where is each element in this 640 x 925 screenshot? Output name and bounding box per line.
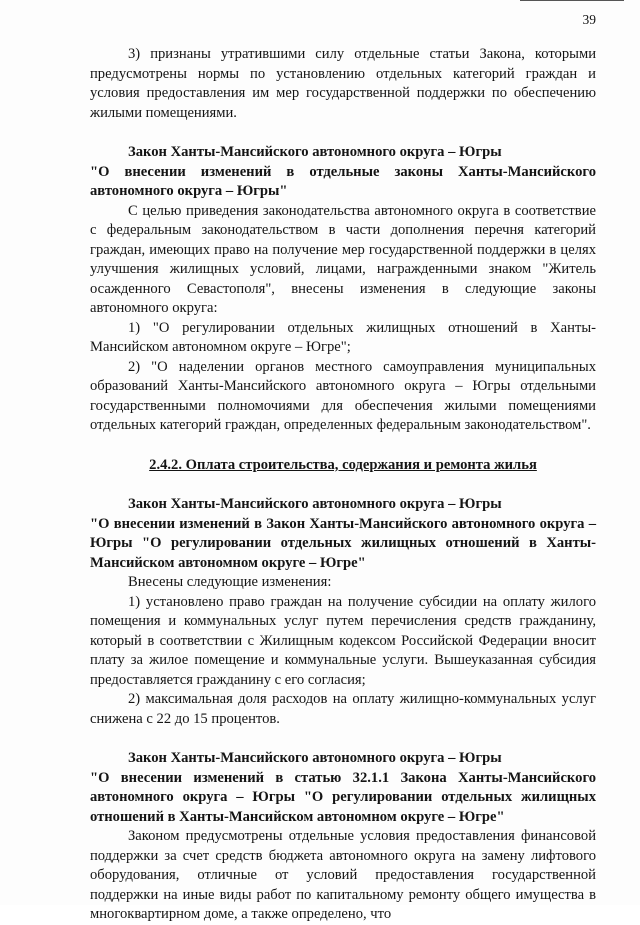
law1-paragraph: С целью приведения законодательства автономного округа в соответствие с федеральным законодательством в части дополнения перечня категорий граждан, имеющих право на получение мер государственной поддержки в целях улучшения жилищных условий, лицами, награжденными знаком "Житель осажденного Севастополя", внесены изменения в следующие законы автономного округа: [90,202,596,316]
law2-heading [90,495,596,573]
law1-heading-rest: "О внесении изменений в отдельные законы Ханты-Мансийского автономного округа – Югры" [90,163,596,199]
law3-heading-line1: Закон Ханты-Мансийского автономного округа – Югры [128,750,502,766]
law2-item-2: 2) максимальная доля расходов на оплату жилищно-коммунальных услуг снижена с 22 до 15 процентов. [90,691,596,727]
law1-item-2: 2) "О наделении органов местного самоуправления муниципальных образований Ханты-Мансийского автономного округа – Югры отдельными государственными полномочиями для обеспечения жилыми помещениями отдельных категорий граждан, определенных федеральным законодательством". [90,358,596,433]
law2-heading-rest: "О внесении изменений в Закон Ханты-Мансийского автономного округа – Югры "О регулировании отдельных жилищных отношений в Ханты-Мансийском автономном округе – Югре" [90,515,596,571]
law2-intro: Внесены следующие изменения: [128,574,332,590]
law3-heading [90,749,596,827]
law2-heading-line1: Закон Ханты-Мансийского автономного округа – Югры [128,496,502,512]
paragraph-intro-item-3: 3) признаны утратившими силу отдельные статьи Закона, которыми предусмотрены нормы по установлению отдельных категорий граждан и условия предоставления им мер государственной поддержки по обеспечению жилыми помещениями. [90,46,596,121]
law2-item-1: 1) установлено право граждан на получение субсидии на оплату жилого помещения и коммунальных услуг путем перечисления средств гражданину, который в соответствии с Жилищным кодексом Российской Федерации вносит плату за жилое помещение и коммунальные услуги. Вышеуказанная субсидия предоставляется гражданину с его согласия; [90,593,596,688]
page-content [90,45,596,925]
page-number: 39 [582,12,596,27]
section-title: 2.4.2. Оплата строительства, содержания и ремонта жилья [149,456,537,473]
law3-heading-rest: "О внесении изменений в статью 32.1.1 Закона Ханты-Мансийского автономного округа – Югры "О регулировании отдельных жилищных отношений в Ханты-Мансийском автономном округе – Югре" [90,769,596,825]
law1-heading-line1: Закон Ханты-Мансийского автономного округа – Югры [128,144,502,160]
top-rule [520,0,624,1]
law1-heading [90,143,596,202]
law1-item-1: 1) "О регулировании отдельных жилищных отношений в Ханты-Мансийском автономном округе – Югре"; [90,319,596,355]
law3-paragraph: Законом предусмотрены отдельные условия предоставления финансовой поддержки за счет средств бюджета автономного округа на замену лифтового оборудования, отличные от условий предоставления государственной поддержки на иные виды работ по капитальному ремонту общего имущества в многоквартирном доме, а также определено, что [90,828,596,922]
